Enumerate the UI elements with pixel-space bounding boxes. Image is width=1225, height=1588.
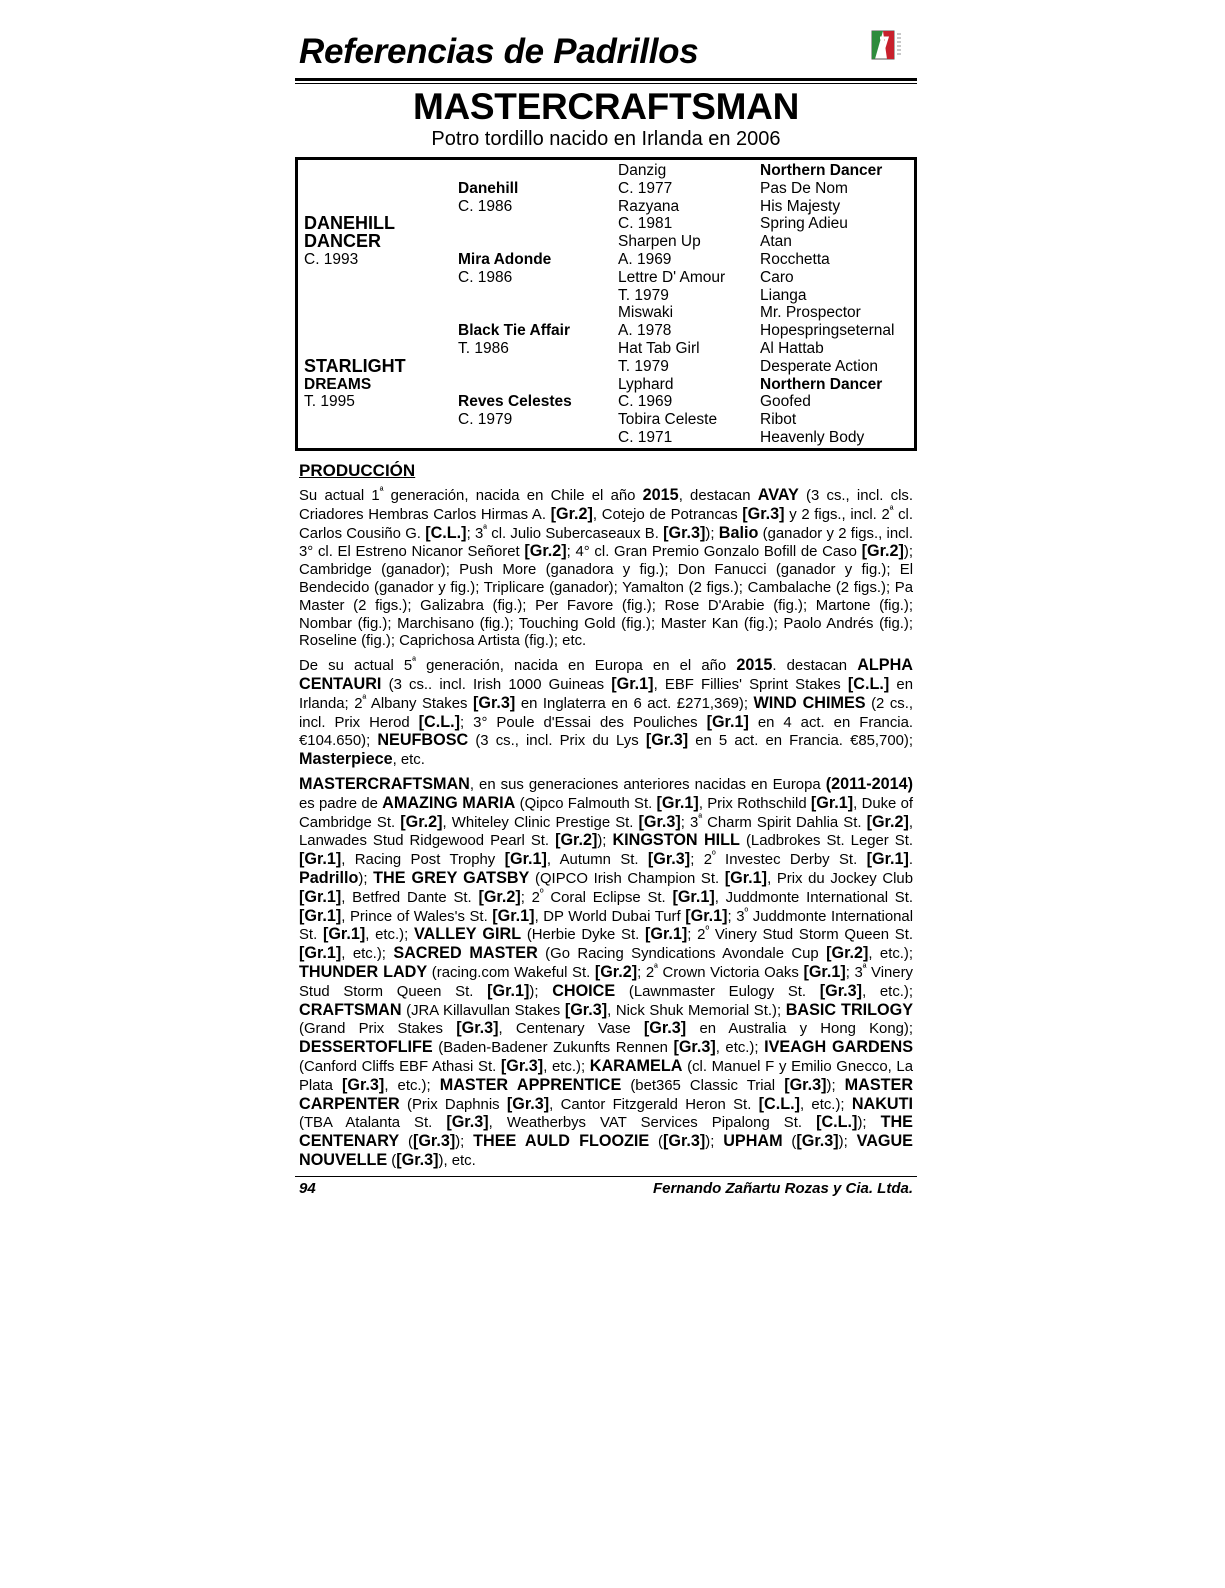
- dam-name: STARLIGHT: [304, 355, 406, 376]
- ped-cell: Hopespringseternal: [760, 322, 895, 340]
- header-rule: [295, 78, 917, 81]
- dam-name: DREAMS: [304, 375, 372, 393]
- ped-cell: Mr. Prospector: [760, 304, 861, 322]
- ped-cell: [458, 287, 618, 305]
- ped-cell: Reves Celestes: [458, 393, 572, 411]
- horse-name: MASTERCRAFTSMAN: [412, 86, 800, 127]
- page-number: 94: [299, 1179, 316, 1197]
- pedigree-table: [295, 157, 917, 451]
- ped-cell: [458, 233, 618, 251]
- ped-cell: [304, 322, 454, 340]
- ped-cell: [458, 215, 618, 233]
- flag-logo-icon: [871, 28, 903, 62]
- ped-cell: C. 1977: [618, 179, 673, 197]
- ped-cell: Black Tie Affair: [458, 322, 570, 340]
- ped-cell: Northern Dancer: [760, 375, 883, 393]
- pedigree-col-ancestors: [760, 162, 915, 447]
- paragraph-europe-generation: De su actual $5^ª$ generación, nacida en Europa en el año 2015. destacan ALPHA CENTAURI (3 cs.. incl. Irish 1000 Guineas [Gr.1], EBF Fillies' Sprint Stakes [C.L.] en Irlanda; $2^ª$ Albany Stakes [Gr.3] en Inglaterra en 6 act. £271,369); WIND CHIMES (2 cs., incl. Prix Herod [C.L.]; 3° Poule d'Essai des Pouliches [Gr.1] en 4 act. en Francia. €104.650); NEUFBOSC (3 cs., incl. Prix du Lys [Gr.3] en 5 act. en Francia. €85,700); Masterpiece, etc.: [299, 656, 914, 769]
- ped-cell: Lianga: [760, 286, 807, 304]
- sire-year: C. 1993: [304, 250, 359, 268]
- ped-cell: Northern Dancer: [760, 162, 883, 179]
- ped-cell: Mira Adonde: [458, 250, 552, 268]
- publisher-name: Fernando Zañartu Rozas y Cia. Ltda.: [652, 1179, 913, 1197]
- ped-cell: Tobira Celeste: [618, 411, 718, 429]
- paragraph-chile-generation: Su actual $1^ª$ generación, nacida en Chile el año 2015, destacan AVAY (3 cs., incl. cls. Criadores Hembras Carlos Hirmas A. [Gr.2], Cotejo de Potrancas [Gr.3] y 2 figs., incl. $2^ª$ cl. Carlos Cousiño G. [C.L.]; $3^ª$ cl. Julio Subercaseaux B. [Gr.3]); Balio (ganador y 2 figs., incl. 3° cl. El Estreno Nicanor Señoret [Gr.2]; 4° cl. Gran Premio Gonzalo Bofill de Caso [Gr.2]); Cambridge (ganador); Push More (ganadora y fig.); Don Fanucci (ganador y fig.); El Bendecido (ganador y fig.); Triplicare (ganador); Yamalton (2 figs.); Cambalache (2 figs.); Pa Master (2 figs.); Galizabra (fig.); Per Favore (fig.); Rose D'Arabie (fig.); Martone (fig.); Nombar (fig.); Marchisano (fig.); Touching Gold (fig.); Master Kan (fig.); Paolo Andrés (fig.); Roseline (fig.); Caprichosa Artista (fig.); etc.: [299, 486, 914, 650]
- ped-cell: C. 1981: [618, 215, 673, 233]
- ped-cell: Danzig: [618, 162, 667, 179]
- ped-cell: [304, 162, 454, 180]
- ped-cell: C. 1986: [458, 197, 513, 215]
- ped-cell: Miswaki: [618, 304, 674, 322]
- paragraph-previous-generations: MASTERCRAFTSMAN, en sus generaciones anteriores nacidas en Europa (2011-2014) es padre de AMAZING MARIA (Qipco Falmouth St. [Gr.1], Prix Rothschild [Gr.1], Duke of Cambridge St. [Gr.2], Whiteley Clinic Prestige St. [Gr.3]; $3^ª$ Charm Spirit Dahlia St. [Gr.2], Lanwades Stud Ridgewood Pearl St. [Gr.2]); KINGSTON HILL (Ladbrokes St. Leger St. [Gr.1], Racing Post Trophy [Gr.1], Autumn St. [Gr.3]; $2^º$ Investec Derby St. [Gr.1]. Padrillo); THE GREY GATSBY (QIPCO Irish Champion St. [Gr.1], Prix du Jockey Club [Gr.1], Betfred Dante St. [Gr.2]; $2^º$ Coral Eclipse St. [Gr.1], Juddmonte International St. [Gr.1], Prince of Wales's St. [Gr.1], DP World Dubai Turf [Gr.1]; $3^º$ Juddmonte International St. [Gr.1], etc.); VALLEY GIRL (Herbie Dyke St. [Gr.1]; $2^º$ Vinery Stud Storm Queen St. [Gr.1], etc.); SACRED MASTER (Go Racing Syndications Avondale Cup [Gr.2], etc.); THUNDER LADY (racing.com Wakeful St. [Gr.2]; $2^ª$ Crown Victoria Oaks [Gr.1]; $3^ª$ Vinery Stud Storm Queen St. [Gr.1]); CHOICE (Lawnmaster Eulogy St. [Gr.3], etc.); CRAFTSMAN (JRA Killavullan Stakes [Gr.3], Nick Shuk Memorial St.); BASIC TRILOGY (Grand Prix Stakes [Gr.3], Centenary Vase [Gr.3] en Australia y Hong Kong); DESSERTOFLIFE (Baden-Badener Zukunfts Rennen [Gr.3], etc.); IVEAGH GARDENS (Canford Cliffs EBF Athasi St. [Gr.3], etc.); KARAMELA (cl. Manuel F y Emilio Gnecco, La Plata [Gr.3], etc.); MASTER APPRENTICE (bet365 Classic Trial [Gr.3]); MASTER CARPENTER (Prix Daphnis [Gr.3], Cantor Fitzgerald Heron St. [C.L.], etc.); NAKUTI (TBA Atalanta St. [Gr.3], Weatherbys VAT Services Pipalong St. [C.L.]); THE CENTENARY ([Gr.3]); THEE AULD FLOOZIE ([Gr.3]); UPHAM ([Gr.3]); VAGUE NOUVELLE ([Gr.3]), etc.: [299, 774, 914, 1169]
- ped-cell: [458, 429, 618, 447]
- ped-cell: Lettre D' Amour: [618, 268, 726, 286]
- ped-cell: Spring Adieu: [760, 215, 848, 233]
- header-rule-thin: [295, 83, 917, 84]
- sire-name: DANCER: [304, 231, 382, 252]
- ped-cell: Lyphard: [618, 375, 674, 393]
- ped-cell: A. 1969: [618, 250, 672, 268]
- ped-cell: Caro: [760, 268, 794, 286]
- ped-cell: [458, 376, 618, 394]
- ped-cell: [458, 304, 618, 322]
- footer-rule: [295, 1176, 917, 1177]
- ped-cell: Al Hattab: [760, 339, 824, 357]
- ped-cell: His Majesty: [760, 197, 841, 215]
- page: [295, 28, 917, 1200]
- ped-cell: Pas De Nom: [760, 179, 848, 197]
- ped-cell: T. 1979: [618, 286, 669, 304]
- section-title-produccion: PRODUCCIÓN: [299, 461, 416, 480]
- ped-cell: [304, 269, 454, 287]
- ped-cell: Ribot: [760, 411, 797, 429]
- page-footer: [295, 1180, 917, 1200]
- page-title: Referencias de Padrillos: [299, 32, 699, 71]
- ped-cell: Sharpen Up: [618, 233, 701, 251]
- pedigree-col-sire-dam: [304, 162, 454, 447]
- ped-cell: Desperate Action: [760, 357, 879, 375]
- horse-subtitle: Potro tordillo nacido en Irlanda en 2006: [431, 128, 781, 150]
- ped-cell: Rocchetta: [760, 250, 830, 268]
- ped-cell: [304, 180, 454, 198]
- ped-cell: T. 1979: [618, 357, 669, 375]
- ped-cell: Razyana: [618, 197, 680, 215]
- ped-cell: C. 1969: [618, 393, 673, 411]
- pedigree-col-great-grandparents: [618, 162, 758, 447]
- ped-cell: T. 1986: [458, 339, 509, 357]
- ped-cell: Heavenly Body: [760, 428, 865, 446]
- ped-cell: C. 1986: [458, 268, 513, 286]
- ped-cell: [304, 304, 454, 322]
- ped-cell: [304, 287, 454, 305]
- sire-name: DANEHILL: [304, 213, 395, 234]
- ped-cell: C. 1979: [458, 411, 513, 429]
- ped-cell: [458, 162, 618, 180]
- ped-cell: A. 1978: [618, 322, 672, 340]
- ped-cell: Hat Tab Girl: [618, 339, 700, 357]
- ped-cell: [304, 411, 454, 429]
- pedigree-col-grandparents: [458, 162, 618, 447]
- ped-cell: [458, 358, 618, 376]
- ped-cell: [304, 429, 454, 447]
- ped-cell: C. 1971: [618, 428, 673, 446]
- ped-cell: Danehill: [458, 179, 519, 197]
- ped-cell: Atan: [760, 233, 792, 251]
- page-header: [295, 28, 917, 78]
- dam-year: T. 1995: [304, 393, 355, 411]
- ped-cell: Goofed: [760, 393, 811, 411]
